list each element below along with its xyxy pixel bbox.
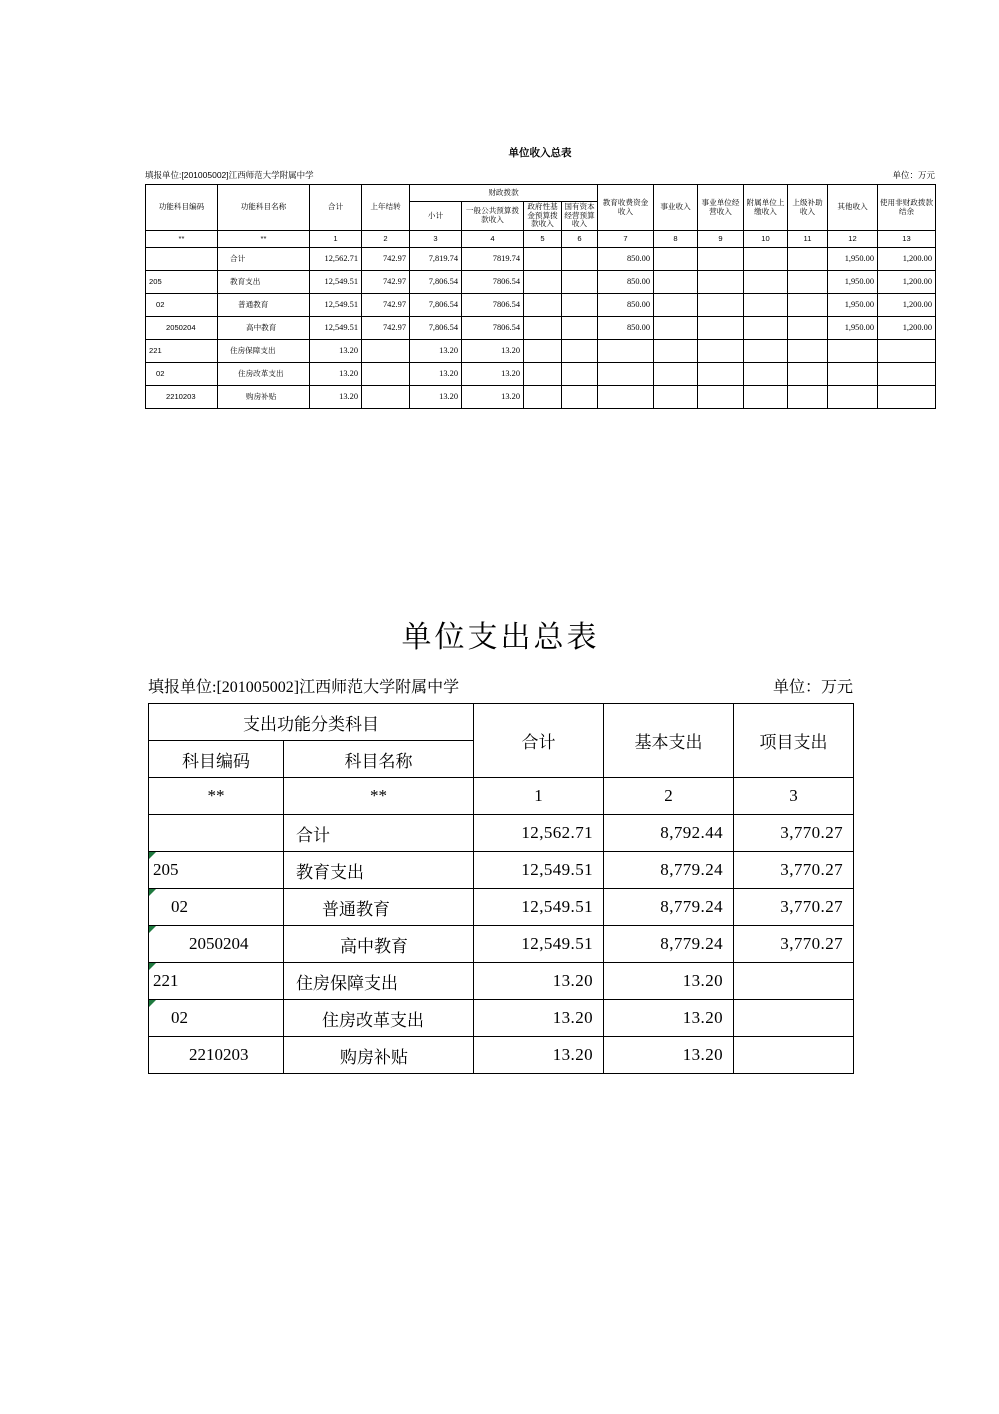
col-header-project-expenditure: 项目支出 [734, 704, 854, 778]
row-total: 13.20 [474, 1037, 604, 1074]
row-value [698, 317, 744, 340]
row-value [698, 248, 744, 271]
row-value [744, 248, 788, 271]
row-value: 12,562.71 [310, 248, 362, 271]
row-value: 742.97 [362, 248, 410, 271]
row-project: 3,770.27 [734, 926, 854, 963]
row-value: 1,950.00 [828, 317, 878, 340]
row-value: 7,806.54 [410, 317, 462, 340]
table-row [146, 294, 936, 317]
row-value [654, 294, 698, 317]
index-cell: ** [146, 231, 218, 248]
row-name: 住房改革支出 [218, 363, 310, 386]
table-row [149, 852, 854, 889]
row-value: 7,806.54 [410, 294, 462, 317]
col-header-other-income: 其他收入 [828, 185, 878, 231]
row-value [362, 363, 410, 386]
row-code: 02 [149, 1000, 284, 1037]
index-cell: 5 [524, 231, 562, 248]
expenditure-amount-unit: 单位：万元 [772, 679, 853, 696]
col-header-subject-code: 科目编码 [149, 741, 284, 778]
row-code: 02 [146, 363, 218, 386]
row-value [654, 271, 698, 294]
row-total: 12,549.51 [474, 852, 604, 889]
income-table [145, 184, 936, 409]
row-name: 住房保障支出 [284, 963, 474, 1000]
row-basic: 8,779.24 [604, 926, 734, 963]
row-name: 教育支出 [218, 271, 310, 294]
row-value [788, 294, 828, 317]
income-index-row [146, 231, 936, 248]
row-value [788, 248, 828, 271]
row-value [562, 386, 598, 409]
col-header-state-capital-budget: 国有资本经营预算收入 [562, 202, 598, 231]
row-value: 13.20 [462, 386, 524, 409]
row-value [524, 271, 562, 294]
row-name: 住房保障支出 [218, 340, 310, 363]
index-cell: ** [218, 231, 310, 248]
income-table-meta [145, 169, 935, 181]
col-header-basic-expenditure: 基本支出 [604, 704, 734, 778]
row-basic: 8,792.44 [604, 815, 734, 852]
row-value [524, 317, 562, 340]
row-value [828, 363, 878, 386]
table-row [149, 1037, 854, 1074]
index-cell: 3 [734, 778, 854, 815]
row-basic: 8,779.24 [604, 889, 734, 926]
col-header-business-income: 事业收入 [654, 185, 698, 231]
row-value: 742.97 [362, 271, 410, 294]
row-value [698, 386, 744, 409]
index-cell: 2 [362, 231, 410, 248]
row-value: 13.20 [310, 363, 362, 386]
row-name: 合计 [218, 248, 310, 271]
row-value: 1,200.00 [878, 317, 936, 340]
row-code [146, 248, 218, 271]
row-total: 13.20 [474, 963, 604, 1000]
row-value: 742.97 [362, 294, 410, 317]
row-value [524, 363, 562, 386]
row-total: 12,549.51 [474, 889, 604, 926]
row-value [654, 386, 698, 409]
row-name: 购房补贴 [218, 386, 310, 409]
index-cell: 12 [828, 231, 878, 248]
index-cell: 7 [598, 231, 654, 248]
table-row [149, 815, 854, 852]
row-name: 普通教育 [218, 294, 310, 317]
row-value [744, 317, 788, 340]
row-value [562, 363, 598, 386]
row-value: 13.20 [410, 363, 462, 386]
row-value [562, 248, 598, 271]
col-header-function-name: 功能科目名称 [218, 185, 310, 231]
row-value [524, 340, 562, 363]
row-name: 教育支出 [284, 852, 474, 889]
row-value [654, 248, 698, 271]
row-value [654, 363, 698, 386]
index-cell: 10 [744, 231, 788, 248]
row-name: 购房补贴 [284, 1037, 474, 1074]
row-code: 205 [146, 271, 218, 294]
row-value [698, 271, 744, 294]
row-basic: 8,779.24 [604, 852, 734, 889]
row-total: 12,549.51 [474, 926, 604, 963]
row-project: 3,770.27 [734, 889, 854, 926]
row-code: 2050204 [149, 926, 284, 963]
index-cell: 4 [462, 231, 524, 248]
row-value [562, 317, 598, 340]
row-value: 12,549.51 [310, 294, 362, 317]
row-value: 13.20 [410, 386, 462, 409]
row-value [598, 340, 654, 363]
row-value: 13.20 [310, 386, 362, 409]
row-value [562, 271, 598, 294]
row-value: 7806.54 [462, 271, 524, 294]
row-project [734, 1037, 854, 1074]
income-table-title: 单位收入总表 [508, 147, 572, 159]
index-cell: 3 [410, 231, 462, 248]
row-name: 普通教育 [284, 889, 474, 926]
row-code: 2050204 [146, 317, 218, 340]
row-value [744, 386, 788, 409]
row-value [744, 340, 788, 363]
row-value [828, 386, 878, 409]
table-row [149, 1000, 854, 1037]
index-cell: ** [284, 778, 474, 815]
col-group-fiscal-allocation: 财政拨款 [410, 185, 598, 202]
row-total: 13.20 [474, 1000, 604, 1037]
row-value: 13.20 [410, 340, 462, 363]
row-value [598, 363, 654, 386]
table-row [149, 926, 854, 963]
row-value: 7,806.54 [410, 271, 462, 294]
row-value: 850.00 [598, 248, 654, 271]
row-value [744, 363, 788, 386]
row-project: 3,770.27 [734, 815, 854, 852]
income-amount-unit: 单位：万元 [892, 170, 935, 180]
row-name: 高中教育 [218, 317, 310, 340]
table-row [146, 317, 936, 340]
row-value: 850.00 [598, 317, 654, 340]
index-cell: 8 [654, 231, 698, 248]
row-value: 1,200.00 [878, 248, 936, 271]
col-group-expenditure-function: 支出功能分类科目 [149, 704, 474, 741]
row-value [788, 271, 828, 294]
col-header-subject-name: 科目名称 [284, 741, 474, 778]
row-value [828, 340, 878, 363]
row-code: 205 [149, 852, 284, 889]
row-project [734, 963, 854, 1000]
row-code: 2210203 [146, 386, 218, 409]
table-row [146, 248, 936, 271]
row-value [598, 386, 654, 409]
row-value: 13.20 [462, 340, 524, 363]
row-value: 7806.54 [462, 294, 524, 317]
index-cell: 11 [788, 231, 828, 248]
row-value: 13.20 [310, 340, 362, 363]
income-filler-unit: 填报单位:[201005002]江西师范大学附属中学 [145, 170, 314, 180]
row-value [788, 386, 828, 409]
row-code: 02 [149, 889, 284, 926]
row-value [654, 340, 698, 363]
row-name: 住房改革支出 [284, 1000, 474, 1037]
row-value: 1,200.00 [878, 271, 936, 294]
row-value: 12,549.51 [310, 317, 362, 340]
row-value: 850.00 [598, 271, 654, 294]
row-project [734, 1000, 854, 1037]
col-header-business-operating-income: 事业单位经营收入 [698, 185, 744, 231]
row-code: 2210203 [149, 1037, 284, 1074]
index-cell: 1 [310, 231, 362, 248]
col-header-carryover: 上年结转 [362, 185, 410, 231]
table-row [146, 271, 936, 294]
expenditure-report-section [148, 612, 853, 1074]
col-header-edu-fee-income: 教育收费资金收入 [598, 185, 654, 231]
row-value: 13.20 [462, 363, 524, 386]
income-header-row-1 [146, 185, 936, 202]
row-value: 7,819.74 [410, 248, 462, 271]
row-value: 1,950.00 [828, 294, 878, 317]
row-value [698, 340, 744, 363]
index-cell: 2 [604, 778, 734, 815]
row-code: 221 [146, 340, 218, 363]
row-value [524, 294, 562, 317]
col-header-total: 合计 [310, 185, 362, 231]
row-value [878, 386, 936, 409]
expenditure-table [148, 703, 854, 1074]
index-cell: ** [149, 778, 284, 815]
col-header-subtotal: 小计 [410, 202, 462, 231]
row-value: 1,200.00 [878, 294, 936, 317]
row-value [562, 340, 598, 363]
table-row [146, 386, 936, 409]
row-basic: 13.20 [604, 1000, 734, 1037]
index-cell: 13 [878, 231, 936, 248]
income-report-section [145, 145, 935, 409]
col-header-subordinate-payment: 附属单位上缴收入 [744, 185, 788, 231]
col-header-general-public-budget: 一般公共预算拨款收入 [462, 202, 524, 231]
expenditure-filler-unit: 填报单位:[201005002]江西师范大学附属中学 [148, 679, 460, 696]
row-value [562, 294, 598, 317]
row-value [698, 363, 744, 386]
row-value [524, 386, 562, 409]
row-value [788, 340, 828, 363]
col-header-gov-fund-budget: 政府性基金预算拨款收入 [524, 202, 562, 231]
index-cell: 1 [474, 778, 604, 815]
index-cell: 6 [562, 231, 598, 248]
row-value [878, 340, 936, 363]
col-header-nonfiscal-balance: 使用非财政拨款结余 [878, 185, 936, 231]
col-header-function-code: 功能科目编码 [146, 185, 218, 231]
row-value [744, 271, 788, 294]
row-name: 高中教育 [284, 926, 474, 963]
row-value: 850.00 [598, 294, 654, 317]
row-value: 7806.54 [462, 317, 524, 340]
table-row [149, 963, 854, 1000]
row-value [788, 363, 828, 386]
row-value [362, 340, 410, 363]
row-value: 1,950.00 [828, 248, 878, 271]
row-total: 12,562.71 [474, 815, 604, 852]
expenditure-table-title: 单位支出总表 [401, 621, 600, 654]
table-row [146, 363, 936, 386]
expenditure-index-row [149, 778, 854, 815]
row-basic: 13.20 [604, 963, 734, 1000]
row-value [698, 294, 744, 317]
row-code [149, 815, 284, 852]
row-value [654, 317, 698, 340]
col-header-total: 合计 [474, 704, 604, 778]
row-basic: 13.20 [604, 1037, 734, 1074]
expenditure-header-row-1 [149, 704, 854, 741]
row-value [524, 248, 562, 271]
row-value: 7819.74 [462, 248, 524, 271]
index-cell: 9 [698, 231, 744, 248]
row-value: 12,549.51 [310, 271, 362, 294]
row-value [878, 363, 936, 386]
row-name: 合计 [284, 815, 474, 852]
col-header-superior-subsidy: 上级补助收入 [788, 185, 828, 231]
row-value [788, 317, 828, 340]
row-code: 02 [146, 294, 218, 317]
row-value [744, 294, 788, 317]
row-project: 3,770.27 [734, 852, 854, 889]
row-code: 221 [149, 963, 284, 1000]
table-row [146, 340, 936, 363]
expenditure-table-meta [148, 674, 853, 697]
table-row [149, 889, 854, 926]
row-value [362, 386, 410, 409]
row-value: 1,950.00 [828, 271, 878, 294]
row-value: 742.97 [362, 317, 410, 340]
